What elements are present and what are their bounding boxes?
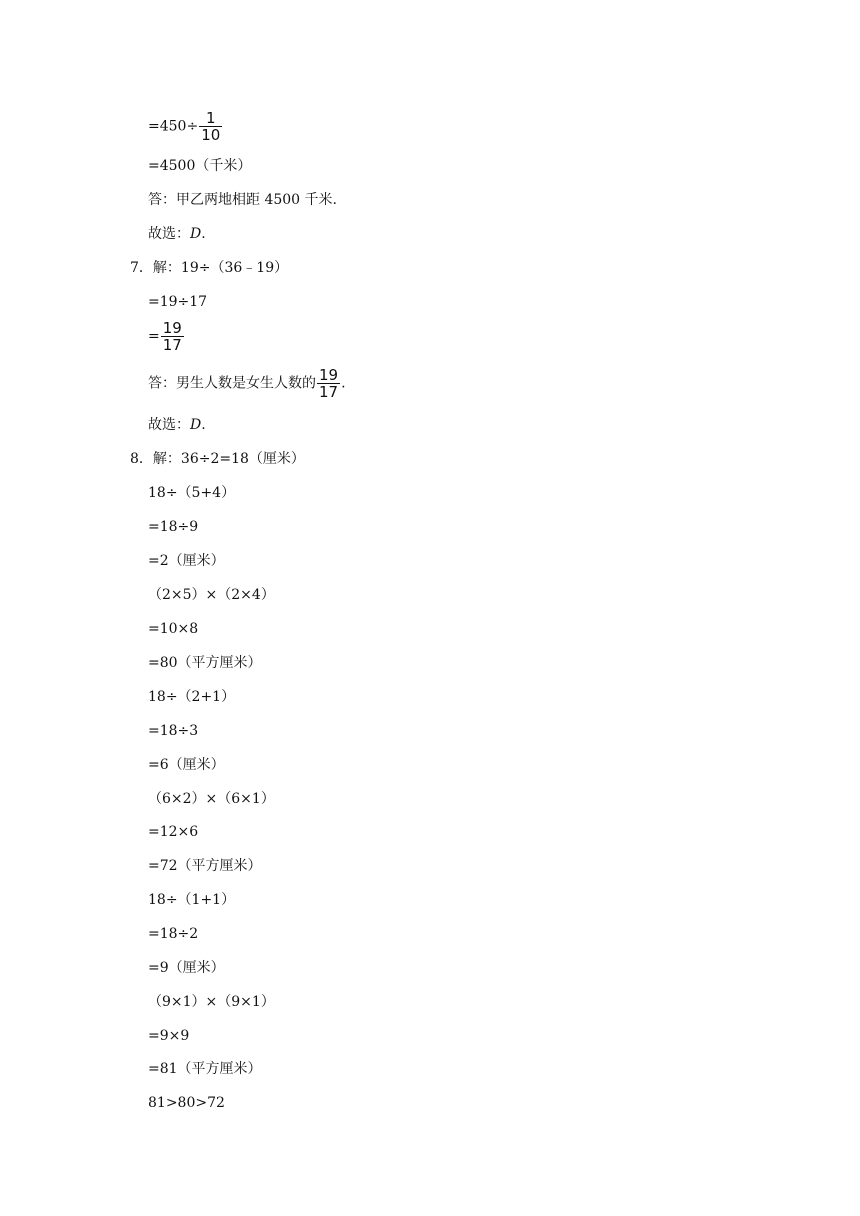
q7-answer <box>148 367 346 400</box>
q8-comparison: 81>80>72 <box>148 1095 225 1111</box>
q7-choice-letter: D <box>190 417 202 433</box>
q8-step: 18÷（2+1） <box>148 689 236 705</box>
q8-number: 8． <box>130 451 153 467</box>
q7-number: 7． <box>130 260 153 276</box>
q8-step: =2（厘米） <box>148 553 225 569</box>
q8-step: =18÷9 <box>148 519 199 535</box>
q7-choice-prefix: 故选： <box>148 417 190 433</box>
q7-step-3 <box>148 320 185 353</box>
q8-step: 18÷（1+1） <box>148 892 236 908</box>
q7-step-2: =19÷17 <box>148 294 208 310</box>
q7-answer-fraction-numerator: 19 <box>319 366 339 384</box>
q8-step: =80（平方厘米） <box>148 655 262 671</box>
q8-step: =18÷3 <box>148 723 199 739</box>
q8-step: =72（平方厘米） <box>148 858 262 874</box>
q8-solution-start: 解：36÷2=18（厘米） <box>152 451 305 467</box>
q6-fraction <box>199 110 222 143</box>
q8-step: =18÷2 <box>148 926 199 942</box>
q7-choice <box>148 416 206 434</box>
q8-step: 18÷（5+4） <box>148 485 236 501</box>
q7-answer-fraction <box>317 367 340 400</box>
q8-step: （9×1）×（9×1） <box>148 994 275 1010</box>
q7-first-line <box>130 259 288 277</box>
q6-fraction-numerator: 1 <box>205 109 216 127</box>
q8-step: （2×5）×（2×4） <box>148 587 275 603</box>
q8-step: =81（平方厘米） <box>148 1061 262 1077</box>
q7-answer-suffix: . <box>341 375 346 392</box>
q7-step-fraction <box>161 320 184 353</box>
q8-first-line <box>130 450 305 468</box>
q6-step-prefix: =450÷ <box>148 118 199 135</box>
q7-step-fraction-denominator: 17 <box>162 336 182 354</box>
q8-step: =10×8 <box>148 621 199 637</box>
q6-choice <box>148 225 206 243</box>
q6-step-result: =4500（千米） <box>148 158 252 174</box>
q6-choice-suffix: . <box>201 226 206 242</box>
q7-answer-fraction-denominator: 17 <box>319 383 339 401</box>
q8-step: （6×2）×（6×1） <box>148 791 275 807</box>
q6-step-450-div-frac <box>148 110 223 143</box>
q8-step: =9×9 <box>148 1028 190 1044</box>
q6-choice-letter: D <box>190 226 202 242</box>
q6-fraction-denominator: 10 <box>201 126 221 144</box>
q8-step: =9（厘米） <box>148 960 225 976</box>
q7-answer-text: 答：男生人数是女生人数的 <box>148 375 316 392</box>
q7-choice-suffix: . <box>201 417 206 433</box>
q7-step-fraction-numerator: 19 <box>162 319 182 337</box>
q6-answer: 答：甲乙两地相距 4500 千米. <box>148 192 337 208</box>
q8-step: =12×6 <box>148 824 199 840</box>
q8-step: =6（厘米） <box>148 757 225 773</box>
q7-solution-start: 解：19÷（36﹣19） <box>152 260 289 276</box>
q7-step-3-prefix: = <box>148 328 160 345</box>
q6-choice-prefix: 故选： <box>148 226 190 242</box>
